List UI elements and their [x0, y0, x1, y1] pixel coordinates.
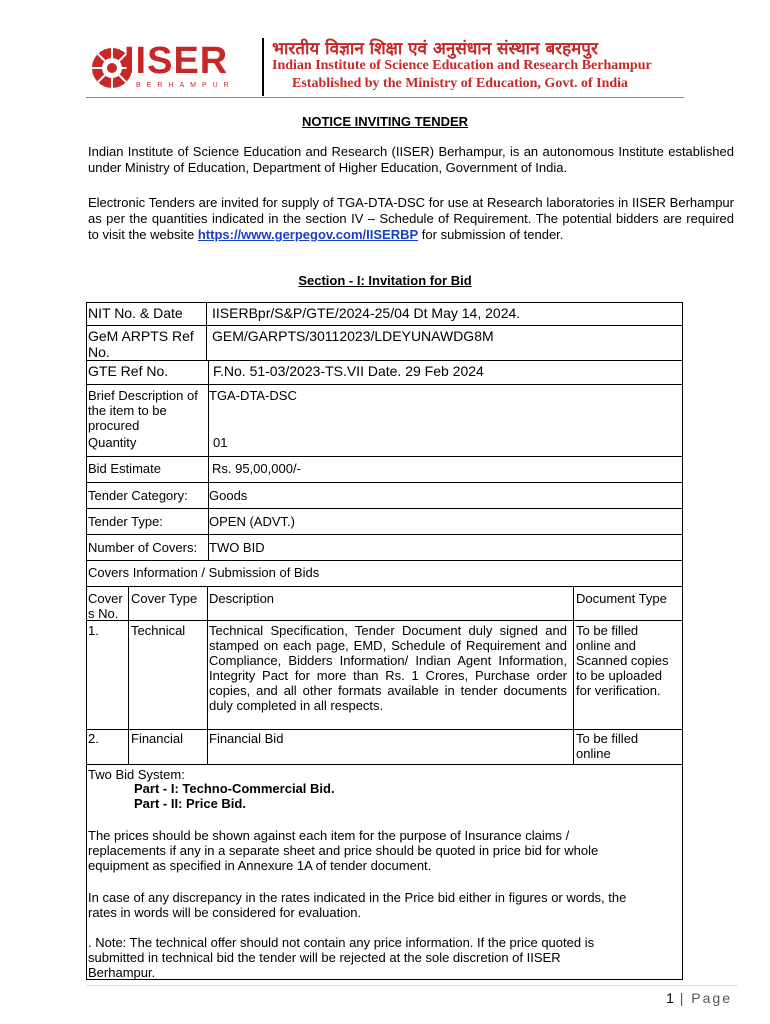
- gte-value: F.No. 51-03/2023-TS.VII Date. 29 Feb 2024: [213, 363, 484, 379]
- document-type-header: Document Type: [576, 591, 667, 606]
- technical-note-line: submitted in technical bid the tender will be rejected at the sole discretion of IISER: [88, 950, 561, 965]
- institute-name-english: Indian Institute of Science Education and Research Berhampur: [272, 58, 652, 73]
- gem-value: GEM/GARPTS/30112023/LDEYUNAWDG8M: [212, 328, 494, 344]
- covers-info-heading: Covers Information / Submission of Bids: [88, 565, 320, 580]
- type-label: Tender Type:: [88, 514, 163, 529]
- tender-paragraph-tail: for submission of tender.: [421, 227, 564, 242]
- table-rule: [86, 384, 683, 385]
- type-value: OPEN (ADVT.): [209, 514, 295, 529]
- cover-1-doc-line: To be filled: [576, 623, 639, 638]
- cover-2-no: 2.: [88, 731, 99, 746]
- brief-label: Brief Description of the item to be procured: [88, 388, 198, 433]
- quantity-label: Quantity: [88, 435, 137, 450]
- tender-paragraph: [88, 195, 734, 243]
- intro-paragraph: Indian Institute of Science Education and Research (IISER) Berhampur, is an autonomous Institute established under Ministry of Education, Department of Higher Education, Government of India.: [88, 144, 734, 175]
- table-rule: [86, 325, 683, 326]
- technical-note-line: Berhampur.: [88, 965, 156, 980]
- nit-label: NIT No. & Date: [88, 305, 183, 321]
- table-col-rule: [573, 586, 574, 764]
- page-label: | Page: [673, 990, 732, 1006]
- gerpegov-link[interactable]: https://www.gerpegov.com/IISERBP: [197, 227, 419, 242]
- page-number: 1: [666, 990, 674, 1006]
- bid-system-title: Two Bid System:: [88, 767, 185, 782]
- section-title: Section - I: Invitation for Bid: [298, 273, 472, 288]
- estimate-value: Rs. 95,00,000/-: [212, 461, 301, 476]
- tender-paragraph-text: Electronic Tenders are invited for supply of TGA-DTA-DSC for use at Research laboratories in IISER Berhampur as per the quantities indicated in the section IV – Schedule of Requirement. The potential bidders are required to visit the website: [88, 195, 734, 242]
- letterhead: [88, 38, 684, 96]
- covers-no-header-cont: s No.: [88, 606, 119, 621]
- table-rule: [86, 560, 683, 561]
- bid-part-1: Part - I: Techno-Commercial Bid.: [134, 781, 335, 796]
- table-col-rule: [207, 586, 208, 764]
- table-rule: [86, 360, 683, 361]
- logo-subtitle: BERHAMPUR: [136, 82, 235, 89]
- header-rule: [86, 97, 684, 98]
- technical-note-line: . Note: The technical offer should not contain any price information. If the price quoted is: [88, 935, 595, 950]
- nit-value: IISERBpr/S&P/GTE/2024-25/04 Dt May 14, 2024.: [212, 305, 521, 321]
- table-rule: [86, 729, 683, 730]
- table-rule: [86, 764, 683, 765]
- table-col-rule: [128, 586, 129, 764]
- page-footer: [666, 990, 732, 1006]
- prices-note-line: replacements if any in a separate sheet and price should be quoted in price bid for whole: [88, 843, 599, 858]
- cover-type-header: Cover Type: [131, 591, 198, 606]
- quantity-value: 01: [213, 435, 228, 450]
- table-col-rule: [206, 302, 207, 360]
- cover-1-type: Technical: [131, 623, 186, 638]
- institute-name-hindi: भारतीय विज्ञान शिक्षा एवं अनुसंधान संस्थान बरहमपुर: [272, 39, 598, 59]
- table-rule: [86, 534, 683, 535]
- table-rule: [86, 456, 683, 457]
- bid-part-2: Part - II: Price Bid.: [134, 796, 246, 811]
- header-divider: [262, 38, 264, 96]
- discrepancy-note-line: rates in words will be considered for evaluation.: [88, 905, 362, 920]
- gem-label-cont: No.: [88, 344, 110, 360]
- prices-note-line: The prices should be shown against each item for the purpose of Insurance claims /: [88, 828, 570, 843]
- estimate-label: Bid Estimate: [88, 461, 161, 476]
- notice-title: NOTICE INVITING TENDER: [301, 114, 469, 129]
- covers-no-header: Cover: [88, 591, 123, 606]
- brief-value: TGA-DTA-DSC: [209, 388, 297, 403]
- gem-label: GeM ARPTS Ref: [88, 328, 194, 344]
- description-header: Description: [209, 591, 275, 606]
- table-rule: [86, 620, 683, 621]
- category-label: Tender Category:: [88, 488, 188, 503]
- category-value: Goods: [209, 488, 248, 503]
- cover-2-description: Financial Bid: [209, 731, 284, 746]
- cover-2-doc-line: To be filled: [576, 731, 639, 746]
- covers-value: TWO BID: [209, 540, 265, 555]
- table-rule: [86, 508, 683, 509]
- covers-label: Number of Covers:: [88, 540, 198, 555]
- cover-2-type: Financial: [131, 731, 184, 746]
- table-rule: [86, 482, 683, 483]
- cover-2-doc-line: online: [576, 746, 611, 761]
- cover-1-no: 1.: [88, 623, 99, 638]
- cover-1-doc-line: for verification.: [576, 683, 661, 698]
- institute-established-line: Established by the Ministry of Education, Govt. of India: [292, 76, 629, 91]
- cover-1-doc-line: Scanned copies: [576, 653, 669, 668]
- prices-note-line: equipment as specified in Annexure 1A of tender document.: [88, 858, 432, 873]
- gte-label: GTE Ref No.: [88, 363, 169, 379]
- logo-wordmark: IISER: [124, 40, 229, 82]
- cover-1-doc-line: to be uploaded: [576, 668, 663, 683]
- footer-rule: [86, 985, 738, 986]
- discrepancy-note-line: In case of any discrepancy in the rates indicated in the Price bid either in figures or words, the: [88, 890, 627, 905]
- table-rule: [86, 586, 683, 587]
- cover-1-description: Technical Specification, Tender Document duly signed and stamped on each page, EMD, Schedule of Requirement and Compliance, Bidders Information/ Indian Agent Information, Integrity Pact for more than Rs. 1 Crores, Purchase order copies, and all other formats available in tender documents duly completed in all respects.: [209, 623, 567, 713]
- cover-1-doc-line: online and: [576, 638, 636, 653]
